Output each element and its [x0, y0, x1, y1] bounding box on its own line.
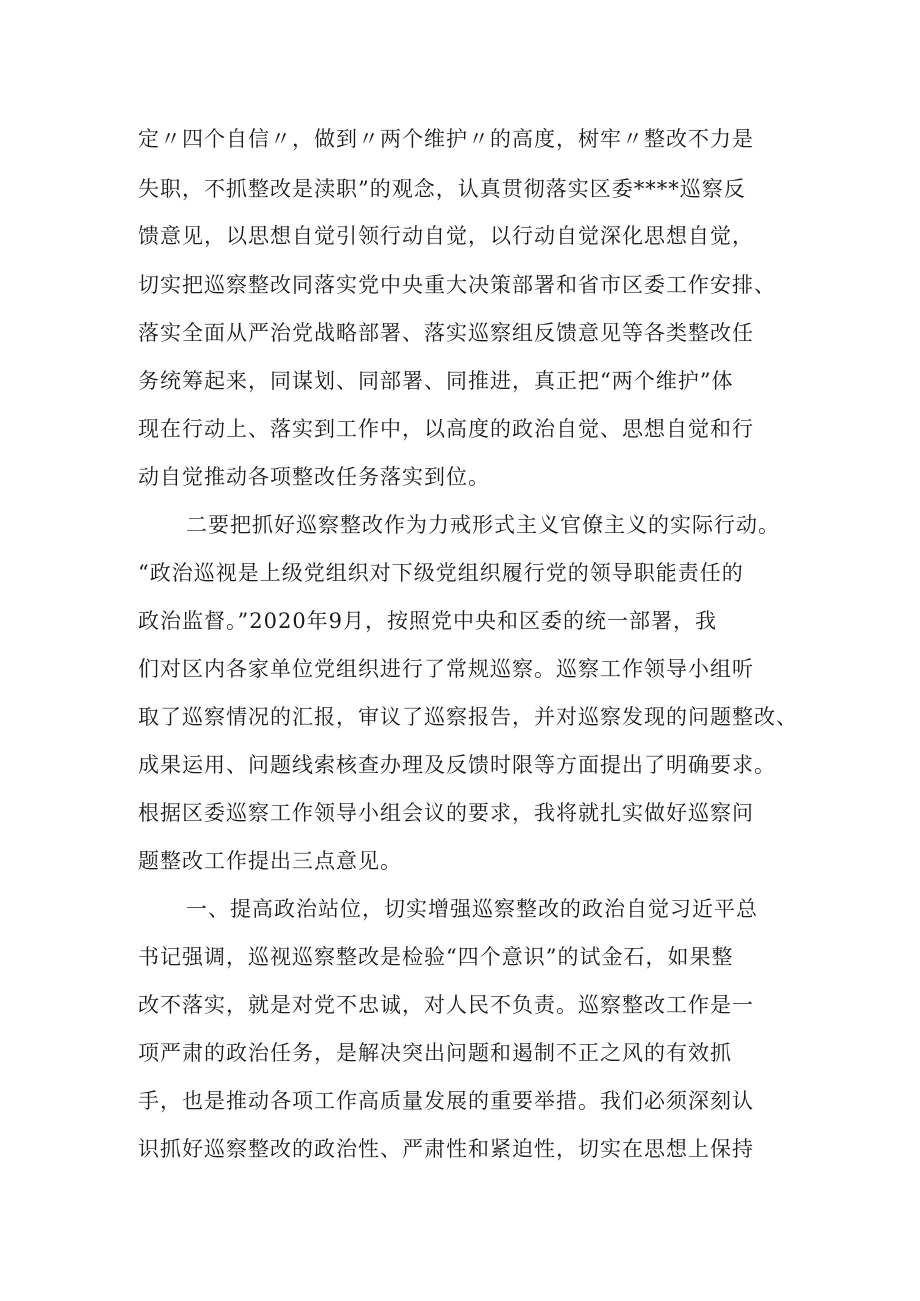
text-line: 们对区内各家单位党组织进行了常规巡察。巡察工作领导小组听 [138, 657, 754, 681]
text-line: 成果运用、问题线索核查办理及反馈时限等方面提出了明确要求。 [138, 753, 776, 777]
text-line: 改不落实，就是对党不忠诚，对人民不负责。巡察整改工作是一 [138, 993, 754, 1017]
text-line: 取了巡察情况的汇报，审议了巡察报告，并对巡察发现的问题整改、 [138, 705, 798, 729]
text-line: 切实把巡察整改同落实党中央重大决策部署和省市区委工作安排、 [138, 273, 776, 297]
text-line: 务统筹起来，同谋划、同部署、同推进，真正把“两个维护”体 [138, 369, 734, 393]
text-line: 政治监督。”2020年9月，按照党中央和区委的统一部署，我 [138, 609, 718, 633]
text-line: 现在行动上、落实到工作中，以高度的政治自觉、思想自觉和行 [138, 417, 754, 441]
text-line: “政治巡视是上级党组织对下级党组织履行党的领导职能责任的 [138, 561, 744, 585]
text-line: 失职，不抓整改是渎职”的观念，认真贯彻落实区委****巡察反 [138, 177, 746, 201]
text-line: 落实全面从严治党战略部署、落实巡察组反馈意见等各类整改任 [138, 321, 754, 345]
text-line: 馈意见，以思想自觉引领行动自觉，以行动自觉深化思想自觉， [138, 224, 754, 248]
text-line: 项严肃的政治任务，是解决突出问题和遏制不正之风的有效抓 [138, 1041, 732, 1065]
text-line: 识抓好巡察整改的政治性、严肃性和紧迫性，切实在思想上保持 [138, 1137, 754, 1161]
text-line: 题整改工作提出三点意见。 [138, 849, 402, 873]
text-line: 动自觉推动各项整改任务落实到位。 [138, 465, 490, 489]
text-line: 书记强调，巡视巡察整改是检验“四个意识”的试金石，如果整 [138, 945, 734, 969]
text-line: 根据区委巡察工作领导小组会议的要求，我将就扎实做好巡察问 [138, 801, 754, 825]
paragraph-first-line: 一、提高政治站位，切实增强巡察整改的政治自觉习近平总 [186, 897, 758, 921]
text-line: 定〃四个自信〃，做到〃两个维护〃的高度，树牢〃整改不力是 [138, 127, 754, 151]
paragraph-first-line: 二要把抓好巡察整改作为力戒形式主义官僚主义的实际行动。 [186, 513, 780, 537]
text-line: 手，也是推动各项工作高质量发展的重要举措。我们必须深刻认 [138, 1089, 754, 1113]
